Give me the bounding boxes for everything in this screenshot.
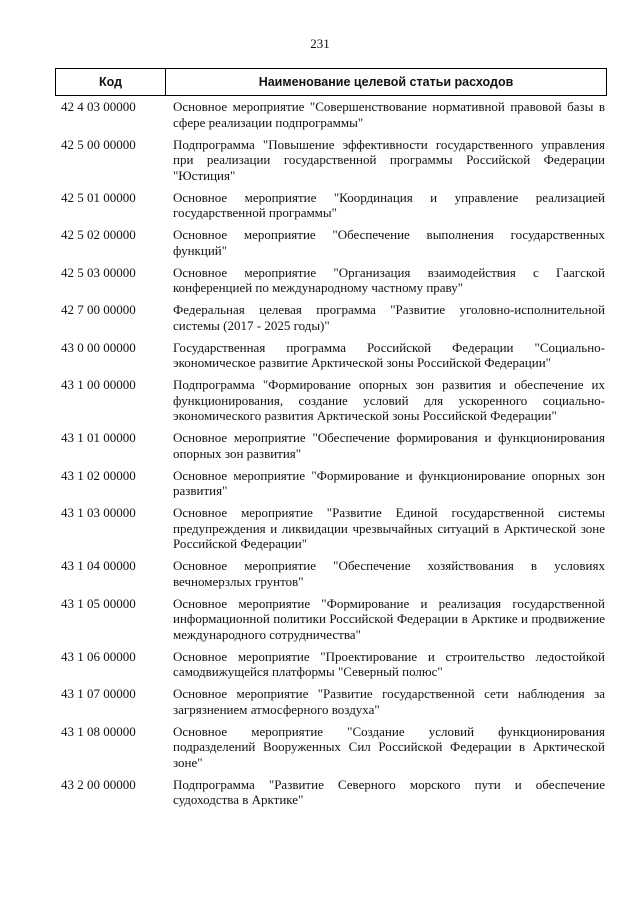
row-name: Основное мероприятие "Создание условий функционирования подразделений Вооруженных Сил Российской Федерации в Арктической зоне": [173, 723, 605, 770]
row-code: 43 1 08 00000: [61, 723, 136, 739]
row-code: 42 4 03 00000: [61, 99, 136, 114]
row-name: Подпрограмма "Развитие Северного морского пути и обеспечение судоходства в Арктике": [173, 776, 605, 807]
row-name: Основное мероприятие "Формирование и функционирование опорных зон развития": [173, 467, 605, 498]
row-name: Основное мероприятие "Развитие Единой государственной системы предупреждения и ликвидации чрезвычайных ситуаций в Арктической зоне Российской Федерации": [173, 505, 605, 551]
row-name: Основное мероприятие "Обеспечение формирования и функционирования опорных зон развития": [173, 430, 605, 461]
row-name: Федеральная целевая программа "Развитие уголовно-исполнительной системы (2017 - 2025 годы)": [173, 302, 605, 333]
table-row: [55, 265, 607, 296]
table-row: [55, 777, 607, 808]
row-code: 43 1 06 00000: [61, 648, 136, 664]
row-name: Основное мероприятие "Проектирование и строительство ледостойкой самодвижущейся платформы "Северный полюс": [173, 648, 605, 679]
row-name: Основное мероприятие "Формирование и реализация государственной информационной политики Российской Федерации в Арктике и продвижение международного сотрудничества": [173, 595, 605, 642]
table-row: [55, 558, 607, 589]
row-code: 42 5 03 00000: [61, 264, 136, 280]
table-row: [55, 724, 607, 771]
table-row: [55, 137, 607, 184]
table-row: [55, 649, 607, 680]
row-code: 42 5 02 00000: [61, 227, 136, 242]
row-code: 42 7 00 00000: [61, 302, 136, 317]
row-name: Подпрограмма "Формирование опорных зон развития и обеспечение их функционирования, создание условий для ускоренного социально-экономического развития Арктической зоны Российской Федерации": [173, 377, 605, 423]
row-code: 43 1 07 00000: [61, 686, 136, 701]
table-row: [55, 340, 607, 371]
row-code: 43 1 01 00000: [61, 430, 136, 445]
row-code: 42 5 00 00000: [61, 136, 136, 152]
row-name: Государственная программа Российской Федерации "Социально-экономическое развитие Арктической зоны Российской Федерации": [173, 339, 605, 370]
code-column-header: Код: [56, 69, 166, 95]
row-name: Основное мероприятие "Обеспечение хозяйствования в условиях вечномерзлых грунтов": [173, 558, 605, 589]
row-code: 43 1 04 00000: [61, 558, 136, 573]
row-name: Основное мероприятие "Развитие государственной сети наблюдения за загрязнением атмосферного воздуха": [173, 686, 605, 717]
row-name: Основное мероприятие "Обеспечение выполнения государственных функций": [173, 227, 605, 258]
row-code: 43 1 03 00000: [61, 505, 136, 520]
table-row: [55, 302, 607, 333]
table-row: [55, 377, 607, 424]
page-number: 231: [310, 36, 330, 51]
row-code: 43 1 05 00000: [61, 595, 136, 611]
table-row: [55, 468, 607, 499]
row-name: Основное мероприятие "Организация взаимодействия с Гаагской конференцией по международному частному праву": [173, 264, 605, 295]
table-row: [55, 686, 607, 717]
row-code: 43 1 00 00000: [61, 377, 136, 392]
row-name: Основное мероприятие "Координация и управление реализацией государственной программы": [173, 189, 605, 220]
row-code: 43 0 00 00000: [61, 339, 136, 355]
table-row: [55, 505, 607, 552]
table-body: [55, 99, 607, 814]
table-row: [55, 190, 607, 221]
name-column-header: Наименование целевой статьи расходов: [258, 75, 514, 89]
table-header: [55, 68, 607, 96]
row-code: 42 5 01 00000: [61, 189, 136, 205]
row-name: Основное мероприятие "Совершенствование нормативной правовой базы в сфере реализации подпрограммы": [173, 99, 605, 130]
table-row: [55, 227, 607, 258]
table-row: [55, 430, 607, 461]
row-code: 43 2 00 00000: [61, 776, 136, 792]
row-name: Подпрограмма "Повышение эффективности государственного управления при реализации государственной программы Российской Федерации "Юстиция": [173, 136, 605, 183]
row-code: 43 1 02 00000: [61, 467, 136, 483]
table-row: [55, 596, 607, 643]
table-row: [55, 99, 607, 130]
